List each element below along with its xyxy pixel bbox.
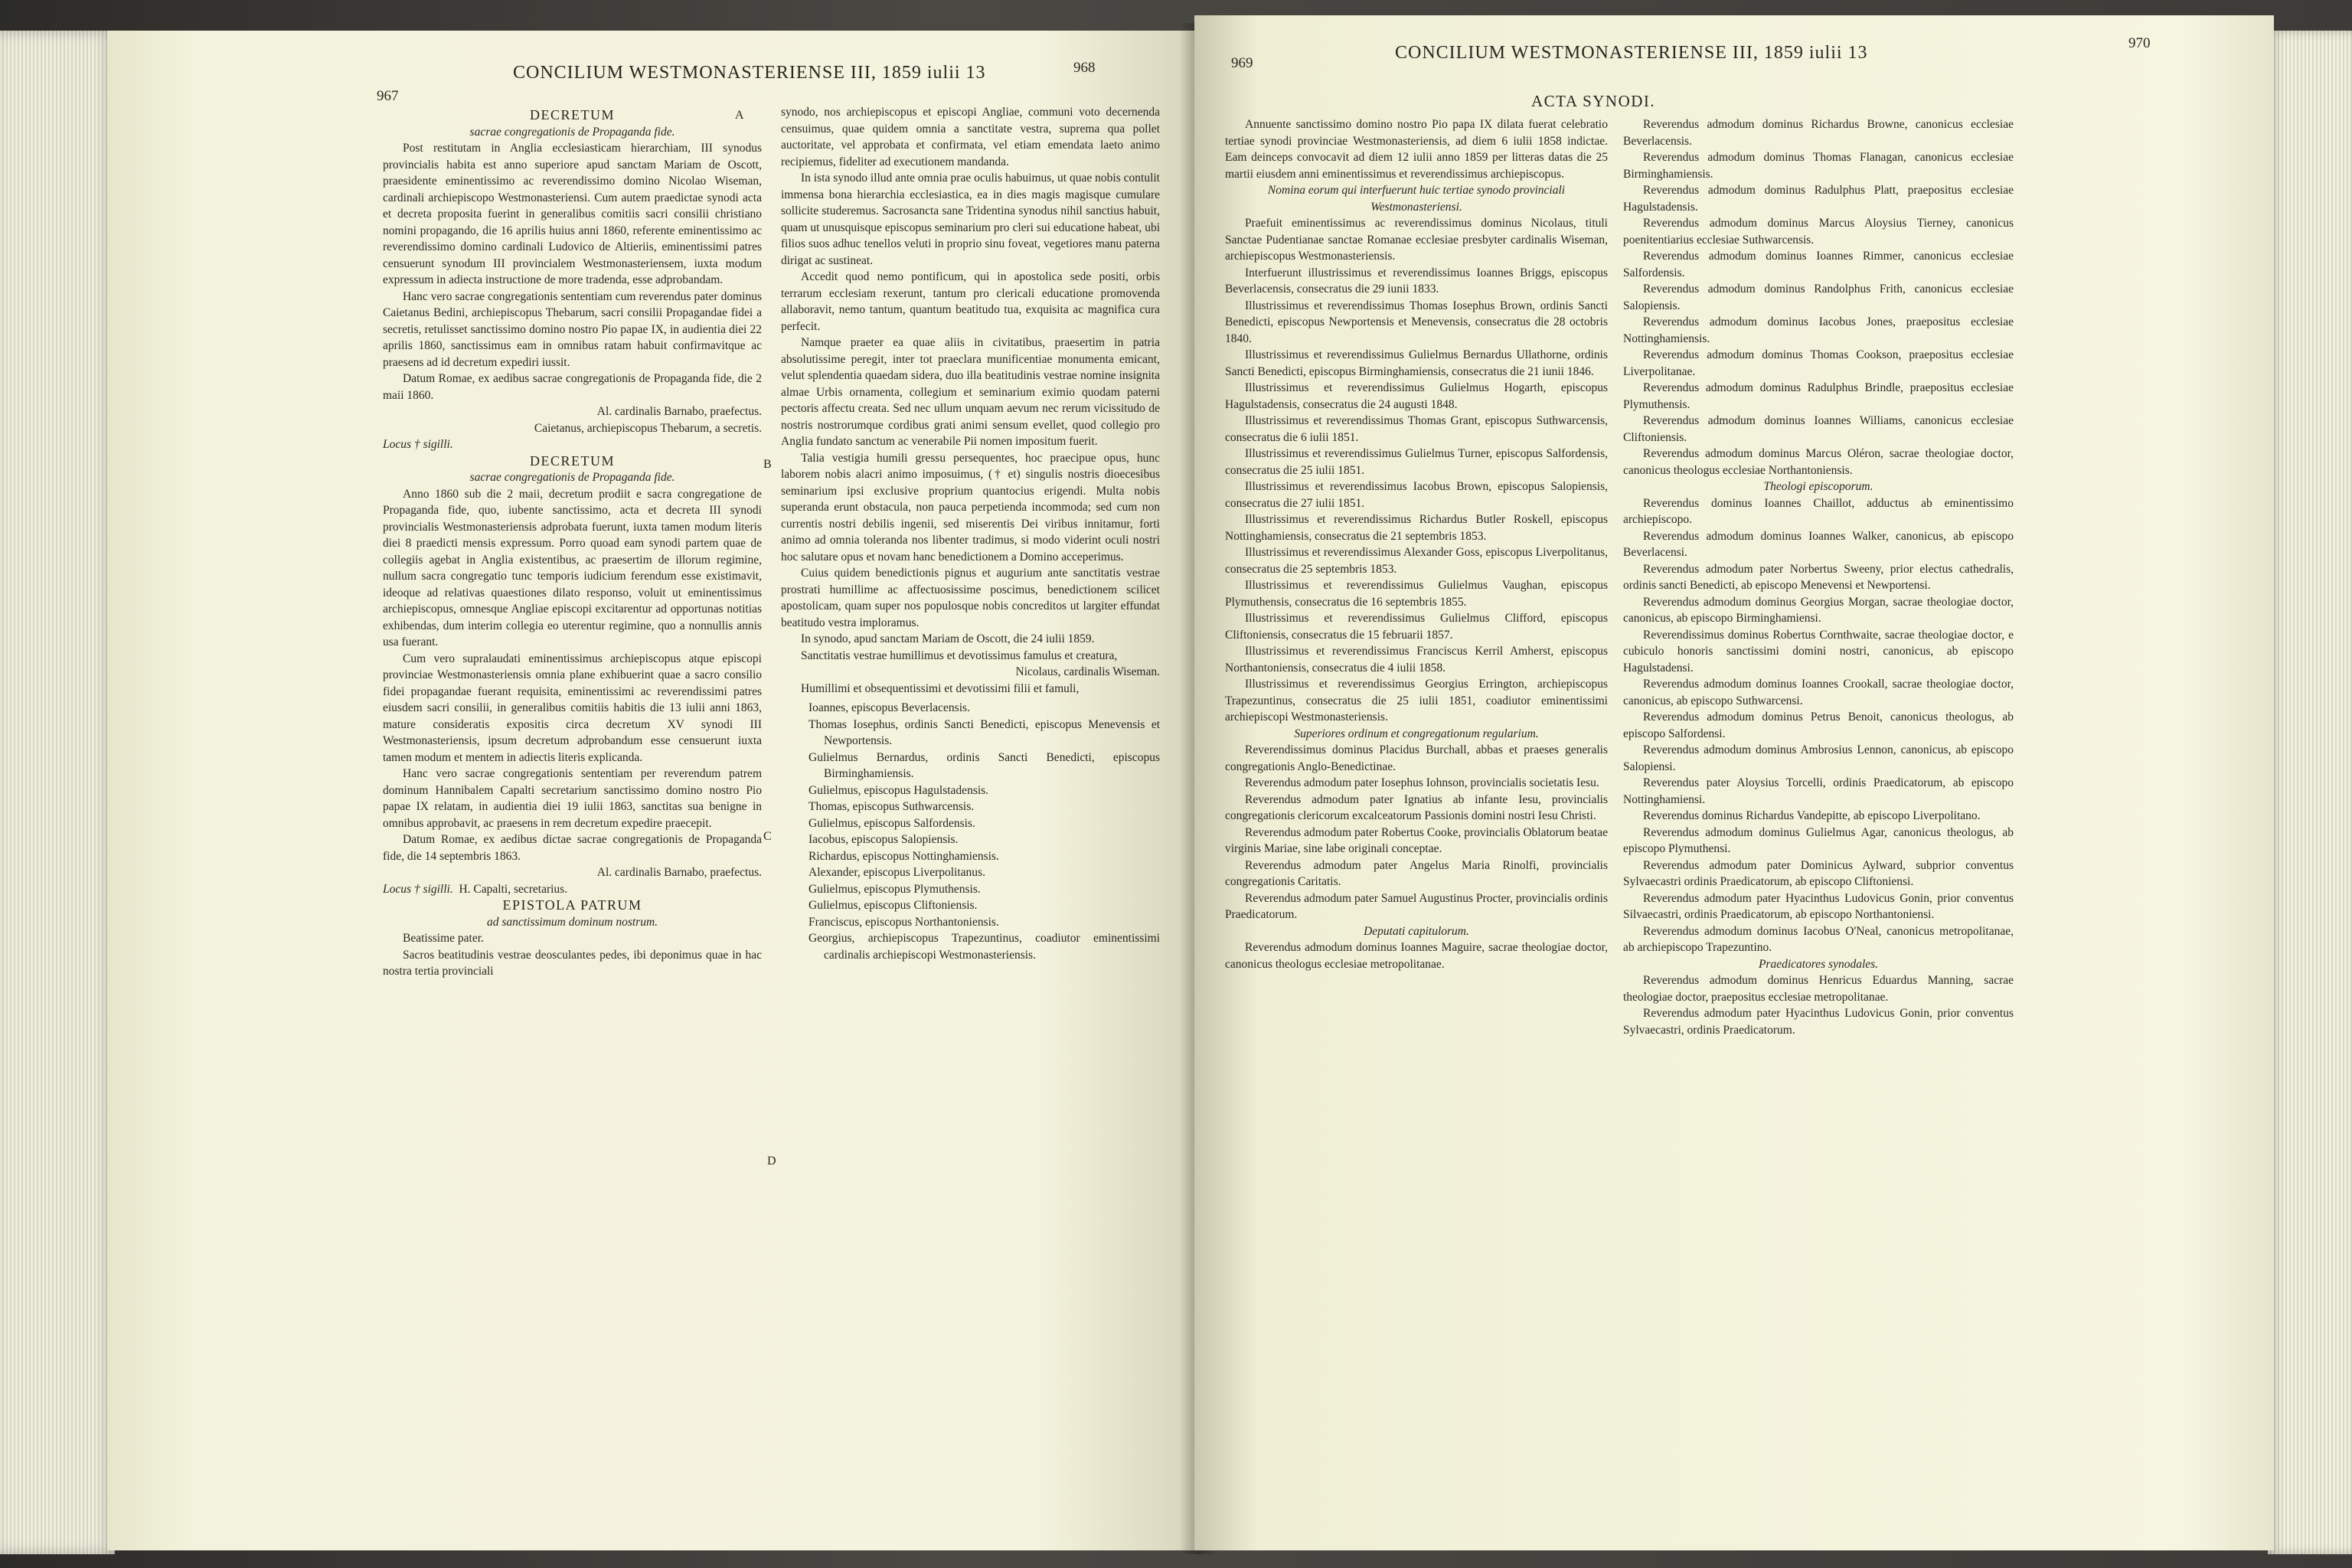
paragraph: Illustrissimus et reverendissimus Gulielmus Bernardus Ullathorne, ordinis Sancti Benedicti, episcopus Birminghamiensis, consecratus die 21 iunii 1846. [1225, 348, 1608, 378]
salutation: Beatissime pater. [403, 932, 484, 945]
paragraph: Illustrissimus et reverendissimus Gulielmus Turner, episcopus Salfordensis, consecratus die 25 iulii 1851. [1225, 447, 1608, 477]
paragraph: Illustrissimus et reverendissimus Thomas Iosephus Brown, ordinis Sancti Benedicti, episcopus Newportensis et Menevensis, consecratus die 28 octobris 1840. [1225, 299, 1608, 345]
list-item: Gulielmus, episcopus Cliftoniensis. [808, 899, 978, 912]
epistola-title: EPISTOLA PATRUM [502, 897, 642, 913]
paragraph: Datum Romae, ex aedibus dictae sacrae congregationis de Propaganda fide, die 14 septembris 1863. [383, 833, 762, 863]
running-head-left: CONCILIUM WESTMONASTERIENSE III, 1859 iulii 13 [513, 63, 986, 83]
list-item: Gulielmus, episcopus Hagulstadensis. [808, 783, 989, 797]
paragraph: Reverendus admodum pater Dominicus Aylward, subprior conventus Sylvaecastri ordinis Praedicatorum, ab episcopo Cliftoniensi. [1623, 858, 2014, 888]
paragraph: Reverendus admodum dominus Thomas Cookson, praepositus ecclesiae Liverpolitanae. [1623, 348, 2014, 378]
signature: Al. cardinalis Barnabo, praefectus. [596, 866, 762, 879]
paragraph: Illustrissimus et reverendissimus Iacobus Brown, episcopus Salopiensis, consecratus die 27 iulii 1851. [1225, 480, 1608, 510]
paragraph: Reverendus admodum dominus Marcus Oléron, sacrae theologiae doctor, canonicus theologus ecclesiae Northantoniensis. [1623, 447, 2014, 477]
decretum-subtitle: sacrae congregationis de Propaganda fide. [469, 471, 675, 484]
paragraph: Post restitutam in Anglia ecclesiasticam hierarchiam, III synodus provincialis habita est anno superiore apud sanctam Mariam de Oscott, praesidente eminentissimo ac reverendissimo domino Nicolao Wiseman, cardinali archiepiscopo Westmonasteriensi. Cum autem praedictae synodi acta et decreta proposita fuerint in generalibus comitiis sacri consilii christiano nomini propagando, die 16 aprilis huius anni 1860, referente eminentissimo ac reverendissimo domino cardinali Ludovico de Altieriis, eminentissimi patres censuerunt synodum III provincialem Westmonasteriensem, iuxta modum expressum in adiecta instructione de more tradenda, esse adprobandam. [383, 142, 762, 286]
paragraph: Reverendus admodum dominus Ioannes Rimmer, canonicus ecclesiae Salfordensis. [1623, 250, 2014, 279]
page-number-969: 969 [1231, 55, 1253, 71]
paragraph: Reverendus admodum pater Hyacinthus Ludovicus Gonin, prior conventus Sylvaecastri, ordinis Praedicatorum. [1623, 1007, 2014, 1037]
paragraph: Reverendus admodum dominus Ioannes Maguire, sacrae theologiae doctor, canonicus theologus ecclesiae metropolitanae. [1225, 941, 1608, 971]
paragraph: Reverendus admodum dominus Gulielmus Agar, canonicus theologus, ab episcopo Plymuthensi. [1623, 825, 2014, 855]
paragraph: Annuente sanctissimo domino nostro Pio papa IX dilata fuerat celebratio tertiae synodi provinciae Westmonasteriensis, ad diem 6 iulii 1858 indictae. Eam deinceps convocavit ad diem 12 iulii anno 1859 per litteras datas die 25 martii eiusdem anni eminentissimus et reverendissimus archiepiscopus. [1225, 118, 1608, 181]
running-head-right: CONCILIUM WESTMONASTERIENSE III, 1859 iulii 13 [1395, 43, 1868, 63]
paragraph: Praefuit eminentissimus ac reverendissimus dominus Nicolaus, tituli Sanctae Pudentianae sanctae Romanae ecclesiae presbyter cardinalis Wiseman, archiepiscopus Westmonasteriensis. [1225, 217, 1608, 263]
margin-letter-a: A [735, 109, 744, 122]
margin-letter-d: D [767, 1155, 776, 1168]
signature: Caietanus, archiepiscopus Thebarum, a secretis. [534, 421, 762, 435]
paragraph: Humillimi et obsequentissimi et devotissimi filii et famuli, [801, 681, 1080, 695]
right-column-2 [1623, 116, 2014, 1038]
paragraph: Cuius quidem benedictionis pignus et augurium ante sanctitatis vestrae prostrati humillime ac affectuosissime poscimus, benedictionem scilicet apostolicam, quam super nos populosque nobis concreditos ut largiter effundat beatitudo vestra imploramus. [781, 567, 1160, 629]
right-page [1194, 15, 2274, 1550]
paragraph: Reverendus dominus Ioannes Chaillot, adductus ab eminentissimo archiepiscopo. [1623, 496, 2014, 526]
paragraph: Illustrissimus et reverendissimus Gulielmus Clifford, episcopus Cliftoniensis, consecratus die 15 februarii 1857. [1225, 612, 1608, 642]
paragraph: Illustrissimus et reverendissimus Richardus Butler Roskell, episcopus Nottinghamiensis, consecratus die 21 septembris 1853. [1225, 513, 1608, 543]
paragraph: Reverendus admodum dominus Ioannes Williams, canonicus ecclesiae Cliftoniensis. [1623, 414, 2014, 444]
paragraph: Reverendus admodum dominus Iacobus Jones, praepositus ecclesiae Nottinghamiensis. [1623, 315, 2014, 345]
paragraph: Reverendus admodum pater Ignatius ab infante Iesu, provincialis congregationis clericorum excalceatorum Passionis domini nostri Iesu Christi. [1225, 792, 1608, 822]
page-number-968: 968 [1073, 60, 1096, 76]
paragraph: Reverendus admodum dominus Radulphus Platt, praepositus ecclesiae Hagulstadensis. [1623, 184, 2014, 214]
section-heading: Superiores ordinum et congregationum regularium. [1294, 727, 1539, 740]
paragraph: Hanc vero sacrae congregationis sententiam per reverendum patrem dominum Hannibalem Capalti secretarium sanctissimo domino nostro Pio papae IX relatam, in audientia diei 19 iulii 1863, sanctitas sua benigne in omnibus approbavit, ac praesens in rem decretum expedire praecepit. [383, 767, 762, 830]
decretum-title: DECRETUM [530, 107, 615, 122]
paragraph: Reverendus admodum pater Hyacinthus Ludovicus Gonin, prior conventus Silvaecastri, ordinis Praedicatorum, ab episcopo Northantoniensi. [1623, 891, 2014, 921]
paragraph: Namque praeter ea quae aliis in civitatibus, praesertim in patria absolutissime peregit, inter tot praeclara munificentiae monumenta emicant, velut splendentia quaedam sidera, duo illa beatitudinis vestrae nomine insignita almae Urbis ornamenta, collegium et seminarium eximio quodam paterni pectoris affectu creata. Sed nec ullum unquam aevum nec rerum vicissitudo de nostris nostrorumque cordibus grati animi sensum evellet, quod collegio pro Anglia fundato sanctum ac venerabile Pii nomen impositum fuerit. [781, 336, 1160, 448]
paragraph: Reverendissimus dominus Robertus Cornthwaite, sacrae theologiae doctor, e cubiculo honoris sanctissimi domini nostri, canonicus, ab episcopo Hagulstadensi. [1623, 628, 2014, 675]
paragraph: Reverendus admodum pater Norbertus Sweeny, prior electus cathedralis, ordinis sancti Benedicti, ab episcopo Menevensi et Newportensi. [1623, 562, 2014, 592]
paragraph: Cum vero supralaudati eminentissimus archiepiscopus atque episcopi provinciae Westmonasteriensis omnia plane exhibuerint quae a sacro consilio fidei propagandae fuerant requisita, eminentissimi ac reverendissimi patres eiusdem sacri consilii, in generalibus comitiis habitis die 13 iulii anni 1863, mature consideratis expositis circa decretum XV synodi III Westmonasteriensis, ipsum decretum adprobandum esse censuerunt iuxta tamen modum et mentem in adiectis literis explicanda. [383, 652, 762, 764]
page-number-967: 967 [377, 88, 399, 104]
paragraph: Reverendus admodum dominus Ioannes Walker, canonicus, ab episcopo Beverlacensi. [1623, 529, 2014, 559]
paragraph: Reverendus admodum pater Robertus Cooke, provincialis Oblatorum beatae virginis Mariae, sine labe originali conceptae. [1225, 825, 1608, 855]
list-item: Iacobus, episcopus Salopiensis. [808, 833, 959, 846]
left-column-1 [383, 107, 762, 980]
paragraph: Sacros beatitudinis vestrae deosculantes pedes, ibi deponimus quae in hac nostra tertia provinciali [383, 948, 762, 978]
right-page-edges [2268, 31, 2352, 1554]
signers-list [781, 700, 1160, 963]
list-item: Gulielmus Bernardus, ordinis Sancti Benedicti, episcopus Birminghamiensis. [808, 750, 1160, 780]
paragraph: Reverendus admodum dominus Ioannes Crookall, sacrae theologiae doctor, canonicus, ab episcopo Suthwarcensi. [1623, 678, 2014, 707]
paragraph: Anno 1860 sub die 2 maii, decretum prodiit e sacra congregatione de Propaganda fide, quo, iubente sanctissimo, acta et decreta III synodi provincialis Westmonasteriensis adprobata fuerunt, iuxta tamen modum literis diei 8 praedicti mensis expressum. Porro quoad eam synodi partem quae de collegiis agebat in Anglia existentibus, ac praesertim de illorum regimine, nullum sacra congregatio tunc temporis iudicium ferendum esse existimavit, ideoque ad relativas quaestiones dilato responso, voluit ut eminentissimus archiepiscopus, omnesque Angliae episcopi excitarentur ad opportunas notitias exhibendas, dum interim collegia eo uterentur regimine, quo a nonnullis annis usa fuerant. [383, 487, 762, 648]
paragraph: Reverendus admodum dominus Marcus Aloysius Tierney, canonicus poenitentiarius ecclesiae Suthwarcensis. [1623, 217, 2014, 247]
paragraph: Reverendus pater Aloysius Torcelli, ordinis Praedicatorum, ab episcopo Nottinghamiensi. [1623, 776, 2014, 806]
paragraph: Reverendus admodum pater Iosephus Iohnson, provincialis societatis Iesu. [1245, 776, 1599, 789]
page-number-970: 970 [2128, 35, 2151, 51]
paragraph: Reverendus admodum dominus Thomas Flanagan, canonicus ecclesiae Birminghamiensis. [1623, 151, 2014, 181]
signature: Al. cardinalis Barnabo, praefectus. [596, 405, 762, 418]
paragraph: Illustrissimus et reverendissimus Alexander Goss, episcopus Liverpolitanus, consecratus die 25 septembris 1853. [1225, 546, 1608, 576]
paragraph: synodo, nos archiepiscopus et episcopi Angliae, communi voto decernenda censuimus, quae quidem omnia a sanctitate vestra, suprema qua pollet auctoritate, vel approbata et confirmata, vel etiam emendata laeto animo recipiemus, fideliter ad executionem mandanda. [781, 106, 1160, 168]
paragraph: In ista synodo illud ante omnia prae oculis habuimus, ut quae nobis contulit immensa bona hierarchia ecclesiastica, ea in dies magis magisque cumulare sollicite studeremus. Sacrosancta sane Tridentina synodus nihil sanctius habuit, quam ut unusquisque episcopus seminarium pro cleri sui educatione habeat, ubi filios suos adhuc tenellos veluti in proprio sinu foveat, vegetiores manu paterna dirigat ac sustineat. [781, 172, 1160, 267]
paragraph: Hanc vero sacrae congregationis sententiam cum reverendus pater dominus Caietanus Bedini, archiepiscopus Thebarum, sacri consilii Propagandae fidei a secretis, retulisset sanctissimo domino nostro Pio papae IX, in audientia diei 22 aprilis 1860, sanctissimus eam in omnibus ratam habuit confirmavitque ac praesens ad id decretum expediri iussit. [383, 289, 762, 369]
section-heading: Nomina eorum qui interfuerunt huic tertiae synodo provinciali Westmonasteriensi. [1267, 184, 1566, 214]
signature: H. Capalti, secretarius. [459, 882, 568, 896]
right-column-1 [1225, 116, 1608, 972]
paragraph: Datum Romae, ex aedibus sacrae congregationis de Propaganda fide, die 2 maii 1860. [383, 372, 762, 402]
paragraph: Illustrissimus et reverendissimus Georgius Errington, archiepiscopus Trapezuntinus, consecratus die 25 iulii 1851, coadiutor eminentissimi archiepiscopi Westmonasteriensis. [1225, 678, 1608, 724]
paragraph: Reverendus admodum dominus Randolphus Frith, canonicus ecclesiae Salopiensis. [1623, 283, 2014, 312]
section-heading: Praedicatores synodales. [1758, 957, 1879, 971]
list-item: Ioannes, episcopus Beverlacensis. [808, 701, 970, 714]
paragraph: Illustrissimus et reverendissimus Thomas Grant, episcopus Suthwarcensis, consecratus die 6 iulii 1851. [1225, 414, 1608, 444]
paragraph: Reverendus admodum dominus Henricus Eduardus Manning, sacrae theologiae doctor, praepositus ecclesiae metropolitanae. [1623, 974, 2014, 1004]
paragraph: Illustrissimus et reverendissimus Franciscus Kerril Amherst, episcopus Northantoniensis, consecratus die 4 iulii 1858. [1225, 645, 1608, 675]
paragraph: Reverendus admodum pater Angelus Maria Rinolfi, provincialis congregationis Caritatis. [1225, 858, 1608, 888]
list-item: Gulielmus, episcopus Salfordensis. [808, 816, 975, 830]
paragraph: Reverendus admodum dominus Ambrosius Lennon, canonicus, ab episcopo Salopiensi. [1623, 743, 2014, 773]
margin-letter-b: B [763, 458, 772, 471]
seal-note: Locus † sigilli. [383, 438, 453, 451]
paragraph: Reverendus admodum dominus Georgius Morgan, sacrae theologiae doctor, canonicus, ab episcopo Birminghamiensi. [1623, 595, 2014, 625]
left-column-2 [781, 104, 1160, 963]
paragraph: Reverendus admodum dominus Petrus Benoit, canonicus theologus, ab episcopo Salfordensi. [1623, 710, 2014, 740]
acta-synodi-title: ACTA SYNODI. [1531, 92, 1656, 110]
seal-note: Locus † sigilli. [383, 882, 453, 896]
paragraph: Reverendus dominus Richardus Vandepitte, ab episcopo Liverpolitano. [1643, 809, 1981, 822]
epistola-subtitle: ad sanctissimum dominum nostrum. [486, 915, 658, 929]
left-page-edges [0, 31, 115, 1554]
seal-line [383, 881, 762, 898]
paragraph: Reverendus admodum dominus Radulphus Brindle, praepositus ecclesiae Plymuthensis. [1623, 381, 2014, 411]
paragraph: Accedit quod nemo pontificum, qui in apostolica sede positi, orbis terrarum ecclesiam rexerunt, tantum pro clericali educatione promovenda allaboravit, nemo tantum, quantum beatitudo tua, exquisita ac magnifica cura perfecit. [781, 270, 1160, 333]
paragraph: Interfuerunt illustrissimus et reverendissimus Ioannes Briggs, episcopus Beverlacensis, consecratus die 29 iunii 1833. [1225, 266, 1608, 296]
list-item: Gulielmus, episcopus Plymuthensis. [808, 882, 981, 896]
decretum-title: DECRETUM [530, 452, 615, 469]
paragraph: In synodo, apud sanctam Mariam de Oscott, die 24 iulii 1859. [801, 632, 1095, 645]
paragraph: Talia vestigia humili gressu persequentes, hoc praecipue opus, hunc laborem nobis alacri animo imposuimus, († et) singulis nostris dioecesibus seminarium ipsi exclusive proprium quantocius erigendi. Multa nobis superanda erunt obstacula, non pauca perpetienda incommoda; sed cum non currentis nostri debilis ingenii, sed miserentis Dei viribus innitamur, forti animo ad omnia toleranda nos libenter tradimus, si modo viderint oculi nostri hoc salutare opus et novam hanc benedictionem a Domino acceperimus. [781, 451, 1160, 564]
paragraph: Illustrissimus et reverendissimus Gulielmus Vaughan, episcopus Plymuthensis, consecratus die 16 septembris 1855. [1225, 579, 1608, 609]
list-item: Thomas, episcopus Suthwarcensis. [808, 800, 975, 813]
list-item: Georgius, archiepiscopus Trapezuntinus, coadiutor eminentissimi cardinalis archiepiscopi Westmonasteriensis. [808, 932, 1160, 962]
decretum-subtitle: sacrae congregationis de Propaganda fide. [469, 125, 675, 139]
list-item: Thomas Iosephus, ordinis Sancti Benedicti, episcopus Menevensis et Newportensis. [808, 717, 1160, 747]
list-item: Richardus, episcopus Nottinghamiensis. [808, 849, 999, 863]
margin-letter-c: C [763, 830, 772, 843]
list-item: Alexander, episcopus Liverpolitanus. [808, 866, 985, 879]
list-item: Franciscus, episcopus Northantoniensis. [808, 915, 999, 929]
paragraph: Reverendus admodum pater Samuel Augustinus Procter, provincialis ordinis Praedicatorum. [1225, 891, 1608, 921]
paragraph: Sanctitatis vestrae humillimus et devotissimus famulus et creatura, [801, 648, 1118, 662]
paragraph: Reverendissimus dominus Placidus Burchall, abbas et praeses generalis congregationis Anglo-Benedictinae. [1225, 743, 1608, 773]
paragraph: Illustrissimus et reverendissimus Gulielmus Hogarth, episcopus Hagulstadensis, consecratus die 24 augusti 1848. [1225, 381, 1608, 411]
section-heading: Deputati capitulorum. [1364, 924, 1469, 938]
section-heading: Theologi episcoporum. [1763, 480, 1873, 493]
paragraph: Reverendus admodum dominus Iacobus O'Neal, canonicus metropolitanae, ab archiepiscopo Trapezuntino. [1623, 924, 2014, 954]
signature: Nicolaus, cardinalis Wiseman. [1015, 665, 1160, 678]
left-page [107, 31, 1202, 1550]
paragraph: Reverendus admodum dominus Richardus Browne, canonicus ecclesiae Beverlacensis. [1623, 118, 2014, 148]
